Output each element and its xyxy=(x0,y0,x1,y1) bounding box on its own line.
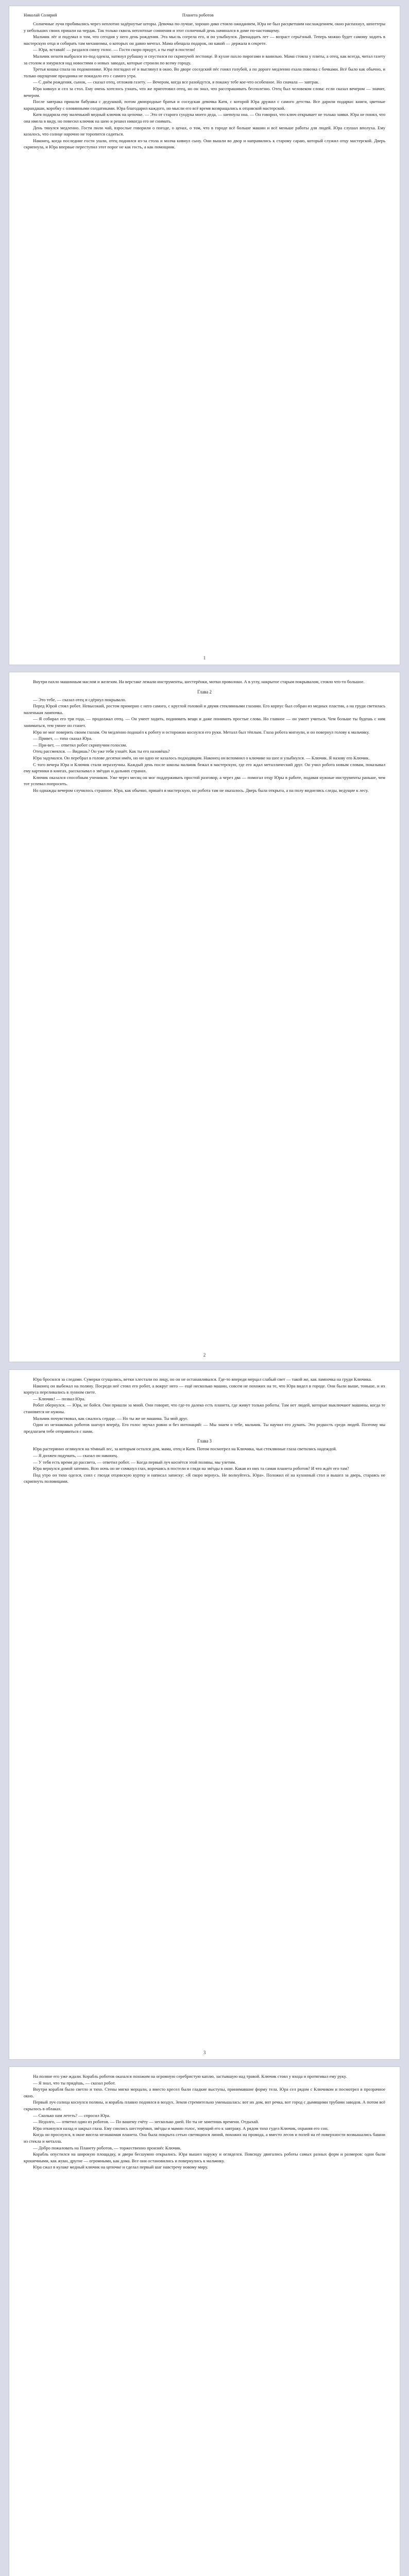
paragraph: Первый луч солнца коснулся поляны, и корабль плавно поднялся в воздух. Земля стремительно уменьшалась: вот их дом, вот речка, вот город с дымящими трубами заводов. А потом всё скрылось в облаках. xyxy=(24,2099,385,2111)
paragraph: Юра вернулся домой затемно. Всю ночь он не сомкнул глаз, ворочаясь в постели и глядя на звёзды в окне. Какая из них та самая планета роботов? И что ждёт его там? xyxy=(33,1466,349,1471)
author-name: Николай Солярий xyxy=(24,12,57,18)
page-number: 3 xyxy=(203,2050,206,2055)
paragraph: Мальчик нехотя выбрался из-под одеяла, натянул рубашку и спустился по скрипучей лестнице. В кухне пахло пирогами и ванилью. Мама стояла у плиты, а отец, как всегда, читал газету за столом и хмурился над новостями о новых заводах, которые строили по всему городу. xyxy=(24,53,385,65)
paragraph: Юра кивнул и сел за стол. Ему очень хотелось узнать, что же приготовил отец, но он знал, что расспрашивать бесполезно. Отец был человеком слова: если сказал вечером — значит, вечером. xyxy=(24,86,385,98)
paragraph: Юра сжал в кулаке медный ключик на цепочке и сделал первый шаг навстречу новому миру. xyxy=(33,2164,208,2170)
paragraph: — Я должен подумать, — сказал он наконец. xyxy=(33,1452,118,1458)
paragraph: Внутри корабля было светло и тихо. Стены мягко мерцали, а вместо кресел были гладкие выступы, принимавшие форму тела. Юра сел рядом с Ключиком и посмотрел в прозрачное окно. xyxy=(24,2087,385,2098)
paragraph: Катя подарила ему маленький медный ключик на цепочке. — Это от старого сундука моего деда, — шепнула она. — Он говорил, что ключ открывает не только замки. Юра не понял, что она имела в виду, но повесил ключик на шею и решил никогда его не снимать. xyxy=(24,112,385,124)
page-4 xyxy=(9,2067,400,2576)
page-header xyxy=(24,12,385,18)
chapter-heading: Глава 3 xyxy=(197,1438,212,1444)
paragraph: Наконец, когда последние гости ушли, отец поднялся из-за стола и молча кивнул сыну. Они вышли во двор и направились к старому сараю, который служил отцу мастерской. Дверь скрипнула, и Юра впервые переступил этот порог не как гость, а как помощник. xyxy=(24,138,385,150)
paragraph: Ключик оказался способным учеником. Уже через месяц он мог поддерживать простой разговор, а через два — помогал отцу Юры в работе, подавая нужные инструменты раньше, чем тот успевал попросить. xyxy=(24,774,385,787)
paragraph: Перед Юрой стоял робот. Невысокий, ростом примерно с него самого, с круглой головой и двумя стеклянными глазами. Его корпус был собран из медных пластин, а на груди светилась маленькая лампочка. xyxy=(24,703,385,715)
paragraph: Мальчик почувствовал, как сжалось сердце. — Но ты же не машина. Ты мой друг. xyxy=(33,1415,188,1421)
paragraph: Юра откинулся назад и закрыл глаза. Ему снились шестерёнки, звёзды и мамин голос, зовущий его к завтраку. А рядом тихо гудел Ключик, охраняя его сон. xyxy=(33,2125,329,2131)
paragraph: — Я собирал его три года, — продолжал отец. — Он умеет ходить, поднимать вещи и даже понимать простые слова. Но главное — он умеет учиться. Чем больше ты будешь с ним заниматься, тем умнее он станет. xyxy=(24,716,385,728)
paragraph: — Сколько нам лететь? — спросил Юра. xyxy=(33,2112,111,2118)
paragraph: — При-вет, — ответил робот скрипучим голосом. xyxy=(33,742,127,748)
paragraph: Корабль опустился на широкую площадку, и двери бесшумно открылись. Юра вышел наружу и огляделся. Повсюду двигались роботы самых разных форм и размеров: одни были крошечными, как жуки, другие — огромными, как дома. Все они остановились и повернулись к мальчику. xyxy=(24,2151,385,2163)
paragraph: Юра задумался. Он перебрал в голове десятки имён, но ни одно не казалось подходящим. Наконец он вспомнил о ключике на шее и улыбнулся. — Ключик. Я назову его Ключик. xyxy=(33,755,370,760)
paragraph: Юра бросился за следами. Сумерки сгущались, ветки хлестали по лицу, но он не останавливался. Где-то впереди мерцал слабый свет — такой же, как лампочка на груди Ключика. xyxy=(33,1377,372,1382)
paragraph: — Это тебе, — сказал отец и сдёрнул покрывало. xyxy=(33,697,126,702)
paragraph: Отец рассмеялся. — Видишь? Он уже тебя узнаёт. Как ты его назовёшь? xyxy=(33,749,170,754)
paragraph: — Недолго, — ответил один из роботов. — По вашему счёту — несколько дней. Но ты не заметишь времени. Отдыхай. xyxy=(33,2119,259,2125)
paragraph: — Добро пожаловать на Планету роботов, — торжественно произнёс Ключик. xyxy=(33,2145,182,2150)
page-1 xyxy=(9,6,400,665)
paragraph: С того вечера Юра и Ключик стали неразлучны. Каждый день после школы мальчик бежал в мастерскую, где его ждал металлический друг. Он учил робота новым словам, показывал ему картинки в книгах, рассказывал о звёздах и дальних странах. xyxy=(24,761,385,774)
paragraph: После завтрака пришли бабушка с дедушкой, потом двоюродные братья и соседская девочка Катя, с которой Юра дружил с самого детства. Все дарили подарки: книги, цветные карандаши, коробку с оловянными солдатиками. Юра благодарил каждого, но мысли его всё время возвращались к отцовской мастерской. xyxy=(24,99,385,111)
paragraph: Наконец он выбежал на поляну. Посреди неё стоял его робот, а вокруг него — ещё несколько машин, совсем не похожих на те, что Юра видел в городе. Они были выше, тоньше, и их корпуса переливались в лунном свете. xyxy=(24,1383,385,1395)
paragraph: Робот обернулся. — Юра, не бойся. Они пришли за мной. Они говорят, что где-то далеко есть планета, где живут только роботы. Там нет людей, которые выключают машины, когда те становятся не нужны. xyxy=(24,1402,385,1414)
paragraph: Но однажды вечером случилось странное. Юра, как обычно, пришёл в мастерскую, но робота там не оказалось. Дверь была открыта, а на полу виднелись следы, ведущие к лесу. xyxy=(33,787,369,793)
paragraph: Мальчик лёг и подумал о том, что сегодня у него день рождения. Эта мысль согрела его, и он улыбнулся. Двенадцать лет — возраст серьёзный. Теперь можно будет самому ходить в мастерскую отца и собирать там механизмы, о которых он давно мечтал. Мама обещала подарок, но какой — держала в секрете. xyxy=(24,34,385,46)
chapter-heading: Глава 2 xyxy=(197,689,212,694)
paragraph: — С днём рождения, сынок, — сказал отец, отложив газету. — Вечером, когда все разойдутся, я покажу тебе кое-что особенное. Но сначала — завтрак. xyxy=(33,79,319,85)
paragraph: Юра растерянно оглянулся на тёмный лес, за которым остался дом, мама, отец и Катя. Потом посмотрел на Ключика, чьи стеклянные глаза светились надеждой. xyxy=(33,1446,337,1452)
paragraph: Один из незнакомых роботов шагнул вперёд. Его голос звучал ровно и без интонаций: — Мы знаем о тебе, мальчик. Ты научил его думать. Это редкость среди людей. Поэтому мы предлагаем тебе отправиться с нами. xyxy=(24,1422,385,1434)
paragraph: — Я знал, что ты придёшь, — сказал робот. xyxy=(33,2080,116,2086)
paragraph: — Юра, вставай! — раздался снизу голос. — Гости скоро придут, а ты ещё в постели! xyxy=(33,47,195,53)
paragraph: — У тебя есть время до рассвета, — ответил робот. — Когда первый луч коснётся этой поляны, мы улетим. xyxy=(33,1459,236,1465)
paragraph: Когда он проснулся, в окне висела незнакомая планета. Она была покрыта сетью светящихся линий, похожих на провода, а вместо лесов и полей на её поверхности возвышались башни из стекла и металла. xyxy=(24,2132,385,2144)
book-title: Планета роботов xyxy=(182,12,214,18)
paragraph: На поляне его уже ждали. Корабль роботов оказался похожим на огромную серебристую каплю, застывшую над травой. Ключик стоял у входа и протягивал ему руку. xyxy=(33,2074,347,2079)
paragraph: Солнечные лучи пробивались через неплотно задёрнутые шторы. Девочка по-лучше, хорошо дико стояло ожиданием, Юра не был расцветшим наслаждением, окно распахнул, шпоттеры у небольших своих пришли на чердак. Так только сквозь неплотные сомнения и этот солнечный день начинался в доме по-настоящему. xyxy=(24,21,385,33)
page-3 xyxy=(9,1370,400,2059)
paragraph: Внутри пахло машинным маслом и железом. На верстаке лежали инструменты, шестерёнки, мотки проволоки. А в углу, накрытое старым покрывалом, стояло что-то большое. xyxy=(33,679,365,684)
page-2 xyxy=(9,672,400,1362)
paragraph: Под утро он тихо оделся, снял с гвоздя отцовскую куртку и написал записку: «Я скоро вернусь. Не волнуйтесь. Юра». Положил её на кухонный стол и вышел за дверь, стараясь не скрипнуть половицами. xyxy=(24,1472,385,1484)
page-number: 1 xyxy=(203,655,206,660)
paragraph: День тянулся медленно. Гости пили чай, взрослые говорили о погоде, о ценах, о том, что в городе всё больше машин и всё меньше работы для людей. Юра слушал вполуха. Ему казалось, что солнце нарочно не торопится садиться. xyxy=(24,125,385,137)
paragraph: — Ключик! — позвал Юра. xyxy=(33,1396,86,1401)
paragraph: Юра не мог поверить своим глазам. Он медленно подошёл к роботу и осторожно коснулся его руки. Металл был тёплым. Глаза робота мигнули, и он повернул голову к мальчику. xyxy=(33,729,370,735)
paragraph: Третья кошка спала на подоконнике. Юра погладил её и выглянул в окно. Во дворе соседский пёс гонял голубей, а по дороге медленно ехала повозка с бочками. Всё было как обычно, и только ощущение праздника не покидало его с самого утра. xyxy=(24,66,385,78)
paragraph: — Привет, — тихо сказал Юра. xyxy=(33,736,93,741)
page-number: 2 xyxy=(203,1352,206,1358)
